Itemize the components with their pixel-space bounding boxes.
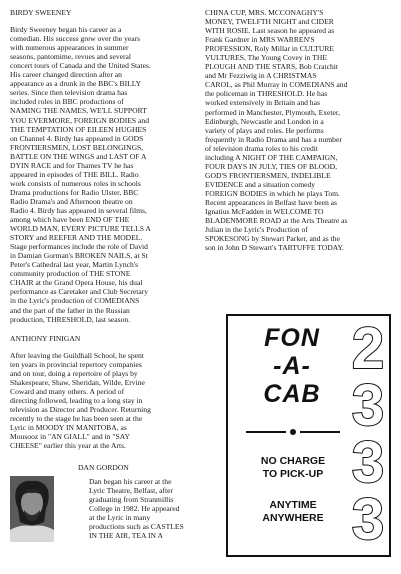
bio-line: and Mr Fezziwig in A CHRISTMAS	[205, 71, 317, 81]
bio-line: GOD'S FRONTIERSMEN, INDELIBLE	[205, 170, 331, 180]
bio-line: CAROL, as Phil Murray in COMEDIANS and	[205, 80, 348, 90]
bio-line: VULTURES, The Young Covey in THE	[205, 53, 328, 63]
bio-line: FOUR DAYS IN JULY, TIES OF BLOOD,	[205, 161, 338, 171]
bio-line: PLOUGH AND THE STARS, Bob Cratchit	[205, 62, 338, 72]
bio-line: NAMING THE NAMES, WE'LL SUPPORT	[10, 106, 147, 116]
no-charge-line: TO PICK-UP	[262, 468, 324, 480]
bio-line: FOREIGN BODIES in which he plays Tom.	[205, 188, 340, 198]
bio-line: Lyric in MOODY IN MANITOBA, as	[10, 423, 127, 433]
bio-line: FRONTIERSMEN, LOST BELONGINGS,	[10, 142, 144, 152]
anytime-line: ANYTIME	[269, 499, 317, 511]
section-gap	[10, 324, 205, 334]
advert-brand	[232, 324, 352, 408]
bio-line: with numerous appearances in summer	[10, 43, 129, 53]
anytime-line: ANYWHERE	[262, 512, 324, 524]
phone-digit: 2	[351, 316, 385, 381]
bio-line: Recent appearances in Belfast have been as	[205, 197, 337, 207]
bio-line: After leaving the Guildhall School, he spent	[10, 350, 144, 360]
bio-line: Coward and many others. A period of	[10, 386, 125, 396]
bio-line: Radio Drama's and Afternoon theatre on	[10, 196, 133, 206]
bio-line: television as Director and Producer. Returning	[10, 404, 151, 414]
bio-line: Birdy Sweeney began his career as a	[10, 25, 122, 35]
birdy-sweeney-heading: BIRDY SWEENEY	[10, 8, 72, 17]
anthony-finigan-bio	[10, 351, 205, 451]
bio-line: including A NIGHT OF THE CAMPAIGN,	[205, 152, 338, 162]
bio-line: WORLD MAN, EVERY PICTURE TELLS A	[10, 224, 151, 234]
bio-line: on Channel 4. Birdy has appeared in GODS	[10, 133, 144, 143]
bio-line: in Damian Gorman's BROKEN NAILS, at St	[10, 251, 148, 261]
dan-gordon-bio	[89, 477, 184, 540]
fon-a-cab-advert	[226, 314, 391, 557]
bio-line: and on tour, doing a repertoire of plays by	[10, 368, 138, 378]
bio-line: Peter's Cathedral last year, Martin Lynch's	[10, 260, 139, 270]
divider-line	[246, 431, 286, 433]
phone-digit: 3	[351, 373, 385, 438]
phone-number	[348, 316, 388, 552]
bio-line: CHEESE" earlier this year at the Arts.	[10, 441, 126, 451]
divider-dot-icon	[290, 429, 296, 435]
bio-line: IN THE AIR, TEA IN A	[89, 531, 163, 541]
bio-line: variety of plays and roles. He performs	[205, 125, 324, 135]
bio-line: CHINA CUP, MRS. MCCONAGHY'S	[205, 8, 324, 17]
bio-line: performance as Caretaker and Club Secretary	[10, 287, 149, 297]
bio-line: frequently in Radio Drama and has a number	[205, 134, 342, 144]
bio-line: Julian in the Lyric's Production of	[205, 225, 308, 235]
bio-line: Shakespeare, Shaw, Sheridan, Wilde, Ervine	[10, 377, 145, 387]
no-charge-text	[232, 455, 354, 481]
bio-line: Dan began his career at the	[89, 477, 172, 486]
bio-line: STORY and REEFER AND THE MODEL.	[10, 233, 143, 243]
bio-line: ten years in provincial repertory companies	[10, 359, 142, 369]
bio-line: concert tours of Canada and the United States.	[10, 61, 151, 71]
phone-digit: 3	[351, 430, 385, 495]
brand-line: -A-	[273, 352, 311, 380]
no-charge-line: NO CHARGE	[260, 455, 326, 467]
anthony-finigan-heading: ANTHONY FINIGAN	[10, 333, 81, 343]
bio-line: community production of THE STONE	[10, 269, 131, 279]
bio-line: work consists of numerous roles in schools	[10, 178, 141, 188]
bio-line: production, THRESHOLD, last season.	[10, 314, 131, 324]
bio-line: in the Lyric's production of COMEDIANS	[10, 296, 140, 306]
bio-line: Edinburgh, Newcastle and London in a	[205, 116, 324, 126]
bio-line: BATTLE ON THE WINGS and LAST OF A	[10, 151, 147, 161]
bio-line: YOU EVERMORE, FOREIGN BODIES and	[10, 115, 150, 125]
brand-line: FON	[264, 324, 320, 352]
divider-line	[300, 431, 340, 433]
bio-line: THE TEMPTATION OF EILEEN HUGHES	[10, 124, 147, 134]
bio-line: College in 1982. He appeared	[89, 504, 180, 514]
bio-line: included roles in BBC productions of	[10, 97, 124, 107]
bio-line: comedian. His success grew over the years	[10, 34, 141, 44]
dan-gordon-photo	[10, 476, 54, 542]
bio-line: productions such as CASTLES	[89, 522, 184, 532]
bio-line: PROFESSION, Roly Millar in CULTURE	[205, 44, 335, 54]
bio-line: appeared in episodes of THE BILL. Radio	[10, 169, 139, 179]
bio-line: Stage performances include the role of David	[10, 242, 148, 252]
bio-line: seasons, pantomime, revues and several	[10, 52, 132, 62]
bio-line: the policeman in THRESHOLD. He has	[205, 89, 328, 99]
bio-line: Radio 4. Birdy has appeared in several films,	[10, 205, 147, 215]
bio-line: EVIDENCE and a situation comedy	[205, 179, 316, 189]
bio-line: recently to the stage he has been seen at the	[10, 413, 143, 423]
bio-line: Mousooz in "AN GIALL" and in "SAY	[10, 432, 130, 442]
bio-line: Lyric Theatre, Belfast, after	[89, 486, 173, 496]
anytime-text	[232, 499, 354, 525]
bio-line: appearance as a drunk in the BBC's BILLY	[10, 79, 142, 89]
brand-line: CAB	[263, 380, 321, 408]
bio-line: Ignatius McFadden in WELCOME TO	[205, 207, 324, 217]
phone-digit: 3	[351, 487, 385, 552]
bio-line: at the Lyric in many	[89, 513, 151, 523]
bio-line: among which have been END OF THE	[10, 215, 130, 225]
portrait-image	[10, 476, 54, 542]
bio-line: DYIN RACE and for Thames TV he has	[10, 160, 134, 170]
right-column	[205, 8, 395, 252]
bio-line: Drama productions for Radio Ulster, BBC	[10, 187, 139, 197]
bio-line: His career changed direction after an	[10, 70, 122, 80]
bio-line: worked extensively in Britain and has	[205, 98, 320, 108]
bio-line: BLADENMORE ROAD at the Arts Theatre as	[205, 216, 348, 226]
bio-line: of television drama roles to his credit	[205, 143, 319, 153]
bio-line: series. Since then television drama has	[10, 88, 128, 98]
dan-gordon-heading: DAN GORDON	[78, 463, 129, 472]
left-column	[10, 8, 205, 450]
bio-line: CHAIR at the Grand Opera House, his dual	[10, 278, 143, 288]
bio-line: son in John D Stewart's TARTUFFE TODAY.	[205, 243, 344, 253]
bio-line: graduating from Stranmillis	[89, 495, 174, 505]
birdy-sweeney-bio	[10, 25, 205, 324]
bio-line: SPOKESONG by Stewart Parker, and as the	[205, 234, 340, 244]
bio-line: and the part of the father in the Russian	[10, 305, 130, 315]
bio-line: MONEY, TWELFTH NIGHT and CIDER	[205, 17, 334, 27]
bio-line: Frank Gardner in MRS WARREN'S	[205, 35, 315, 45]
bio-line: performed in Manchester, Plymouth, Exeter,	[205, 107, 340, 117]
bio-line: WITH ROSIE. Last season he appeared as	[205, 26, 335, 36]
bio-line: directing followed, leading to a long stay in	[10, 395, 143, 405]
